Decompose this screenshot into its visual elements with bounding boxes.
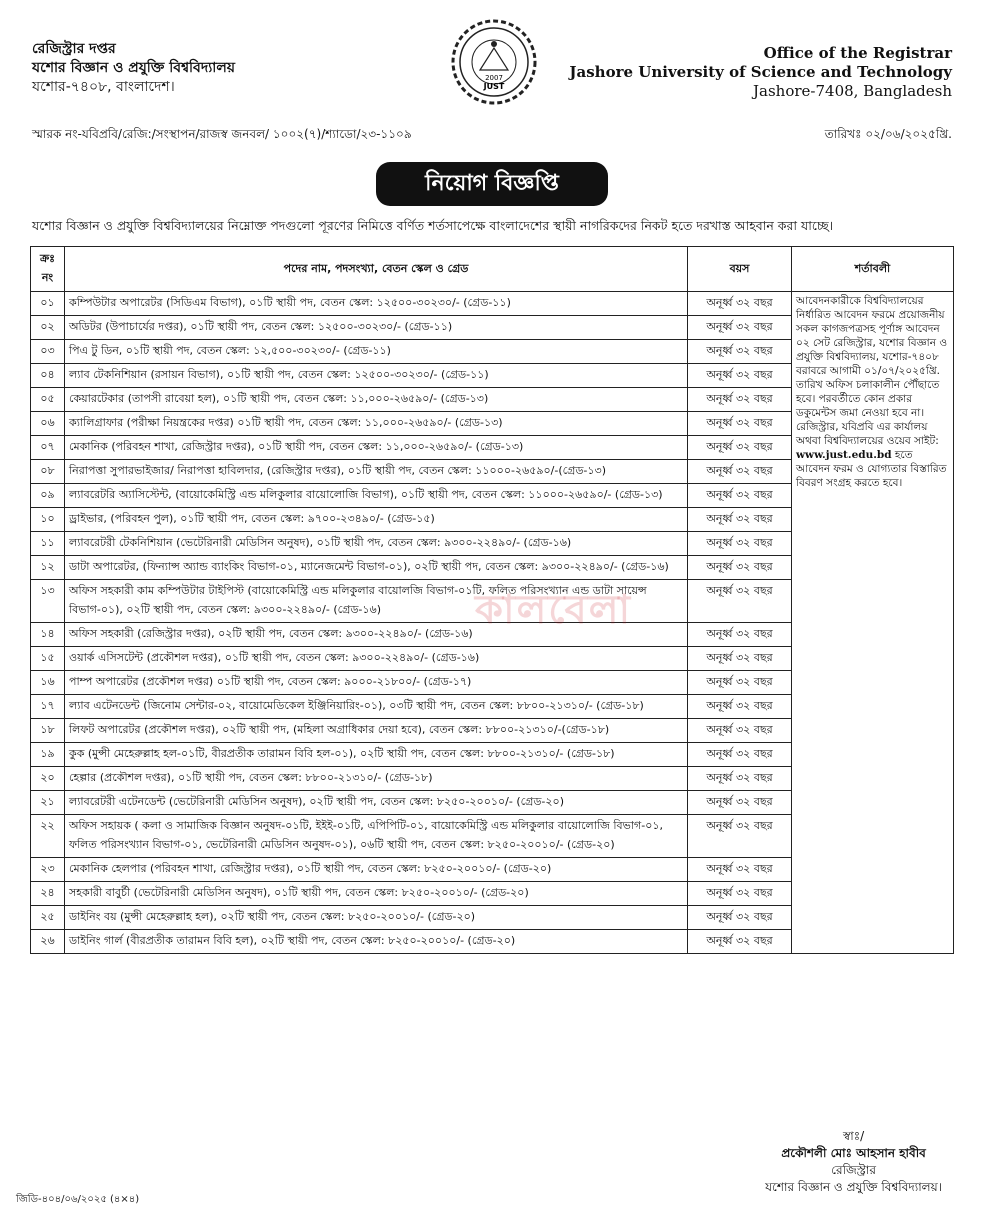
age-limit: অনূর্ধ্ব ৩২ বছর (688, 791, 792, 815)
row-number: ১৬ (31, 671, 65, 695)
post-description: কুক (মুন্সী মেহেরুল্লাহ হল-০১টি, বীরপ্রতীক তারামন বিবি হল-০১), ০২টি স্থায়ী পদ, বেতন স্কেল: ৮৮০০-২১৩১০/- (গ্রেড-১৮) (65, 743, 688, 767)
post-description: অফিস সহকারী কাম কম্পিউটার টাইপিস্ট (বায়োকেমিস্ট্রি এন্ড মলিকুলার বায়োলজি বিভাগ-০১টি, ফলিত পরিসংখ্যান এন্ড ডাটা সায়েন্স বিভাগ-০১), ০২টি স্থায়ী পদ, বেতন স্কেল: ৯৩০০-২২৪৯০/- (গ্রেড-১৬) (65, 580, 688, 623)
post-description: পাম্প অপারেটর (প্রকৌশল দপ্তর) ০১টি স্থায়ী পদ, বেতন স্কেল: ৯০০০-২১৮০০/- (গ্রেড-১৭) (65, 671, 688, 695)
age-limit: অনূর্ধ্ব ৩২ বছর (688, 930, 792, 954)
terms-website-link[interactable]: www.just.edu.bd (796, 449, 892, 461)
age-limit: অনূর্ধ্ব ৩২ বছর (688, 340, 792, 364)
row-number: ১৩ (31, 580, 65, 623)
age-limit: অনূর্ধ্ব ৩২ বছর (688, 556, 792, 580)
post-description: কম্পিউটার অপারেটর (সিডিএম বিভাগ), ০১টি স্থায়ী পদ, বেতন স্কেল: ১২৫০০-৩০২৩০/- (গ্রেড-১১) (65, 292, 688, 316)
post-description: কেয়ারটেকার (তাপসী রাবেয়া হল), ০১টি স্থায়ী পদ, বেতন স্কেল: ১১,০০০-২৬৫৯০/- (গ্রেড-১৩) (65, 388, 688, 412)
post-description: অডিটর (উপাচার্যের দপ্তর), ০১টি স্থায়ী পদ, বেতন স্কেল: ১২৫০০-৩০২৩০/- (গ্রেড-১১) (65, 316, 688, 340)
row-number: ০৮ (31, 460, 65, 484)
post-description: অফিস সহকারী (রেজিস্ট্রার দপ্তর), ০২টি স্থায়ী পদ, বেতন স্কেল: ৯৩০০-২২৪৯০/- (গ্রেড-১৬) (65, 623, 688, 647)
age-limit: অনূর্ধ্ব ৩২ বছর (688, 460, 792, 484)
row-number: ১৫ (31, 647, 65, 671)
university-name-bn: যশোর বিজ্ঞান ও প্রযুক্তি বিশ্ববিদ্যালয় (32, 60, 236, 76)
age-limit: অনূর্ধ্ব ৩২ বছর (688, 436, 792, 460)
post-description: ক্যালিগ্রাফার (পরীক্ষা নিয়ন্ত্রকের দপ্তর) ০১টি স্থায়ী পদ, বেতন স্কেল: ১১,০০০-২৬৫৯০/- (গ্রেড-১৩) (65, 412, 688, 436)
signatory-org: যশোর বিজ্ঞান ও প্রযুক্তি বিশ্ববিদ্যালয়। (765, 1180, 942, 1194)
post-description: লিফট অপারেটর (প্রকৌশল দপ্তর), ০২টি স্থায়ী পদ, (মহিলা অগ্রাধিকার দেয়া হবে), বেতন স্কেল: ৮৮০০-২১৩১০/-(গ্রেড-১৮) (65, 719, 688, 743)
header-left-bangla (32, 40, 235, 97)
row-number: ০২ (31, 316, 65, 340)
footer-code: জিডি-৪০৪/০৬/২০২৫ (৪×৪) (16, 1194, 140, 1205)
watermark: কালবেলা (475, 587, 633, 633)
row-number: ০৫ (31, 388, 65, 412)
post-description: মেকানিক (পরিবহন শাখা, রেজিস্ট্রার দপ্তর), ০১টি স্থায়ী পদ, বেতন স্কেল: ১১,০০০-২৬৫৯০/- (গ্রেড-১৩) (65, 436, 688, 460)
age-limit: অনূর্ধ্ব ৩২ বছর (688, 508, 792, 532)
col-header-terms: শর্তাবলী (792, 247, 954, 292)
age-limit: অনূর্ধ্ব ৩২ বছর (688, 743, 792, 767)
office-name-bn: রেজিস্ট্রার দপ্তর (32, 41, 116, 57)
address-en: Jashore-7408, Bangladesh (753, 82, 952, 100)
age-limit: অনূর্ধ্ব ৩২ বছর (688, 316, 792, 340)
post-description: হেল্পার (প্রকৌশল দপ্তর), ০১টি স্থায়ী পদ, বেতন স্কেল: ৮৮০০-২১৩১০/- (গ্রেড-১৮) (65, 767, 688, 791)
age-limit: অনূর্ধ্ব ৩২ বছর (688, 364, 792, 388)
memo-number: স্মারক নং-যবিপ্রবি/রেজি:/সংস্থাপন/রাজস্ব জনবল/ ১০০২(৭)/শ্যাডো/২৩-১১০৯ (32, 127, 412, 141)
logo-year: 2007 (485, 74, 503, 82)
col-header-post: পদের নাম, পদসংখ্যা, বেতন স্কেল ও গ্রেড (65, 247, 688, 292)
age-limit: অনূর্ধ্ব ৩২ বছর (688, 412, 792, 436)
signatory-name: প্রকৌশলী মোঃ আহসান হাবীব (781, 1146, 926, 1160)
age-limit: অনূর্ধ্ব ৩২ বছর (688, 882, 792, 906)
age-limit: অনূর্ধ্ব ৩২ বছর (688, 580, 792, 623)
row-number: ২৬ (31, 930, 65, 954)
row-number: ০৯ (31, 484, 65, 508)
terms-cell (792, 292, 954, 954)
address-bn: যশোর-৭৪০৮, বাংলাদেশ। (32, 79, 175, 95)
col-header-no: ক্রঃ নং (31, 247, 65, 292)
notice-title: নিয়োগ বিজ্ঞপ্তি (376, 162, 608, 206)
row-number: ২৪ (31, 882, 65, 906)
table-row (31, 292, 954, 316)
age-limit: অনূর্ধ্ব ৩২ বছর (688, 484, 792, 508)
post-description: ল্যাবরেটরী এটেনডেন্ট (ভেটেরিনারী মেডিসিন অনুষদ), ০২টি স্থায়ী পদ, বেতন স্কেল: ৮২৫০-২০০১০/- (গ্রেড-২০) (65, 791, 688, 815)
age-limit: অনূর্ধ্ব ৩২ বছর (688, 695, 792, 719)
notice-date: তারিখঃ ০২/০৬/২০২৫খ্রি. (824, 127, 952, 141)
row-number: ২২ (31, 815, 65, 858)
post-description: অফিস সহায়ক ( কলা ও সামাজিক বিজ্ঞান অনুষদ-০১টি, ইইই-০১টি, এপিপিটি-০১, বায়োকেমিস্ট্রি এন্ড মলিকুলার বায়োলোজি বিভাগ-০১, ফলিত পরিসংখ্যান বিভাগ-০১, ভেটেরিনারী মেডিসিন অনুষদ-০১), ০৬টি স্থায়ী পদ, বেতন স্কেল: ৮২৫০-২০০১০/- (গ্রেড-২০) (65, 815, 688, 858)
row-number: ০৭ (31, 436, 65, 460)
signature-mark: স্বাঃ/ (842, 1129, 865, 1143)
age-limit: অনূর্ধ্ব ৩২ বছর (688, 767, 792, 791)
age-limit: অনূর্ধ্ব ৩২ বছর (688, 623, 792, 647)
row-number: ১২ (31, 556, 65, 580)
col-header-age: বয়স (688, 247, 792, 292)
post-description: নিরাপত্তা সুপারভাইজার/ নিরাপত্তা হাবিলদার, (রেজিস্ট্রার দপ্তর), ০১টি স্থায়ী পদ, বেতন স্কেল: ১১০০০-২৬৫৯০/-(গ্রেড-১৩) (65, 460, 688, 484)
post-description: মেকানিক হেলপার (পরিবহন শাখা, রেজিস্ট্রার দপ্তর), ০১টি স্থায়ী পদ, বেতন স্কেল: ৮২৫০-২০০১০/- (গ্রেড-২০) (65, 858, 688, 882)
university-name-en: Jashore University of Science and Technology (569, 63, 952, 81)
terms-tail: হতে আবেদন ফরম ও যোগ্যতার বিস্তারিত বিবরণ সংগ্রহ করতে হবে। (796, 449, 947, 489)
post-description: ড্রাইভার, (পরিবহন পুল), ০১টি স্থায়ী পদ, বেতন স্কেল: ৯৭০০-২৩৪৯০/- (গ্রেড-১৫) (65, 508, 688, 532)
post-description: ল্যাব টেকনিশিয়ান (রসায়ন বিভাগ), ০১টি স্থায়ী পদ, বেতন স্কেল: ১২৫০০-৩০২৩০/- (গ্রেড-১১) (65, 364, 688, 388)
age-limit: অনূর্ধ্ব ৩২ বছর (688, 388, 792, 412)
university-logo (450, 18, 538, 106)
row-number: ০৩ (31, 340, 65, 364)
age-limit: অনূর্ধ্ব ৩২ বছর (688, 906, 792, 930)
post-description: ডাইনিং গার্ল (বীরপ্রতীক তারামন বিবি হল), ০২টি স্থায়ী পদ, বেতন স্কেল: ৮২৫০-২০০১০/- (গ্রেড-২০) (65, 930, 688, 954)
age-limit: অনূর্ধ্ব ৩২ বছর (688, 532, 792, 556)
post-description: ল্যাবরেটরি অ্যাসিস্টেন্ট, (বায়োকেমিস্ট্রি এন্ড মলিকুলার বায়োলোজি বিভাগ), ০১টি স্থায়ী পদ, বেতন স্কেল: ১১০০০-২৬৫৯০/- (গ্রেড-১৩) (65, 484, 688, 508)
post-description: ওয়ার্ক এসিসটেন্ট (প্রকৌশল দপ্তর), ০১টি স্থায়ী পদ, বেতন স্কেল: ৯৩০০-২২৪৯০/- (গ্রেড-১৬) (65, 647, 688, 671)
signatory-designation: রেজিস্ট্রার (831, 1163, 876, 1177)
logo-text: JUST (483, 82, 505, 91)
row-number: ১৮ (31, 719, 65, 743)
terms-text: আবেদনকারীকে বিশ্ববিদ্যালয়ের নির্ধারিত আবেদন ফরমে প্রয়োজনীয় সকল কাগজপত্রসহ পূর্ণাঙ্গ আবেদন ০২ সেট রেজিস্ট্রার, যশোর বিজ্ঞান ও প্রযুক্তি বিশ্ববিদ্যালয়, যশোর-৭৪০৮ বরাবরে আগামী ০১/০৭/২০২৫খ্রি. তারিখ অফিস চলাকালীন পৌঁছাতে হবে। পরবর্তীতে কোন প্রকার ডকুমেন্টস জমা নেওয়া হবে না। রেজিস্ট্রার, যবিপ্রবি এর কার্যালয় অথবা বিশ্ববিদ্যালয়ের ওয়েব সাইট: (796, 295, 948, 447)
signature-block (765, 1128, 942, 1196)
header-right-english (569, 44, 952, 101)
age-limit: অনূর্ধ্ব ৩২ বছর (688, 671, 792, 695)
age-limit: অনূর্ধ্ব ৩২ বছর (688, 292, 792, 316)
row-number: ০১ (31, 292, 65, 316)
post-description: সহকারী বাবুর্চী (ভেটেরিনারী মেডিসিন অনুষদ), ০১টি স্থায়ী পদ, বেতন স্কেল: ৮২৫০-২০০১০/- (গ্রেড-২০) (65, 882, 688, 906)
row-number: ২৩ (31, 858, 65, 882)
post-description: ল্যাব এটেনডেন্ট (জিনোম সেন্টার-০২, বায়োমেডিকেল ইঞ্জিনিয়ারিং-০১), ০৩টি স্থায়ী পদ, বেতন স্কেল: ৮৮০০-২১৩১০/- (গ্রেড-১৮) (65, 695, 688, 719)
intro-text: যশোর বিজ্ঞান ও প্রযুক্তি বিশ্ববিদ্যালয়ের নিম্নোক্ত পদগুলো পূরণের নিমিত্তে বর্ণিত শর্তসাপেক্ষে বাংলাদেশের স্থায়ী নাগরিকদের নিকট হতে দরখাস্ত আহবান করা যাচ্ছে। (32, 218, 834, 233)
post-description: ল্যাবরেটরী টেকনিশিয়ান (ভেটেরিনারী মেডিসিন অনুষদ), ০১টি স্থায়ী পদ, বেতন স্কেল: ৯৩০০-২২৪৯০/- (গ্রেড-১৬) (65, 532, 688, 556)
row-number: ২০ (31, 767, 65, 791)
row-number: ০৪ (31, 364, 65, 388)
office-name-en: Office of the Registrar (763, 44, 952, 62)
post-description: ডাটা অপারেটর, (ফিন্যান্স অ্যান্ড ব্যাংকিং বিভাগ-০১, ম্যানেজমেন্ট বিভাগ-০১), ০২টি স্থায়ী পদ, বেতন স্কেল: ৯৩০০-২২৪৯০/- (গ্রেড-১৬) (65, 556, 688, 580)
age-limit: অনূর্ধ্ব ৩২ বছর (688, 647, 792, 671)
row-number: ২৫ (31, 906, 65, 930)
age-limit: অনূর্ধ্ব ৩২ বছর (688, 858, 792, 882)
row-number: ১৪ (31, 623, 65, 647)
row-number: ২১ (31, 791, 65, 815)
row-number: ১৯ (31, 743, 65, 767)
age-limit: অনূর্ধ্ব ৩২ বছর (688, 815, 792, 858)
age-limit: অনূর্ধ্ব ৩২ বছর (688, 719, 792, 743)
post-description: পিএ টু ডিন, ০১টি স্থায়ী পদ, বেতন স্কেল: ১২,৫০০-৩০২৩০/- (গ্রেড-১১) (65, 340, 688, 364)
row-number: ১০ (31, 508, 65, 532)
row-number: ১১ (31, 532, 65, 556)
row-number: ১৭ (31, 695, 65, 719)
post-description: ডাইনিং বয় (মুন্সী মেহেরুল্লাহ হল), ০২টি স্থায়ী পদ, বেতন স্কেল: ৮২৫০-২০০১০/- (গ্রেড-২০) (65, 906, 688, 930)
row-number: ০৬ (31, 412, 65, 436)
